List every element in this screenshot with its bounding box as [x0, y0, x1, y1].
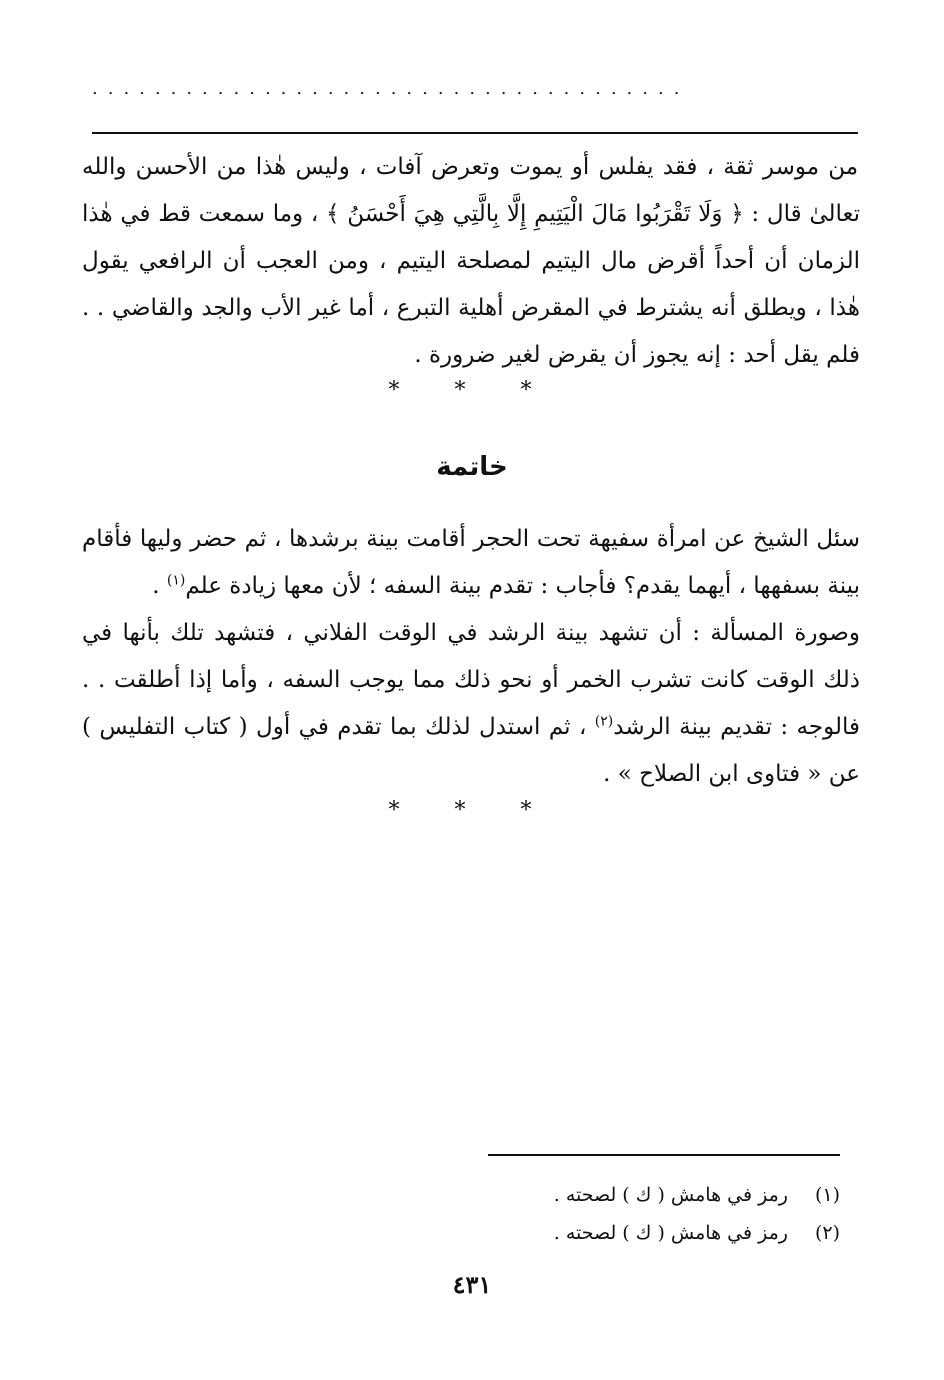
- footnote-item: [400, 1176, 840, 1214]
- footnote-number: (٢): [814, 1222, 840, 1244]
- footnote-item: [400, 1214, 840, 1252]
- section1-paragraph: [82, 144, 860, 379]
- header-dotted-line: ......................................: [92, 78, 690, 98]
- footnote-ref-1[interactable]: (١): [166, 572, 186, 589]
- footnote-text: رمز في هامش ( ك ) لصحته .: [553, 1184, 788, 1206]
- footnote-rule: [488, 1154, 840, 1156]
- section1-line: تعالىٰ قال : ﴿ وَلَا تَقْرَبُوا مَالَ الْيَتِيمِ إِلَّا بِالَّتِي هِيَ أَحْسَنُ ﴾ ، وما سمعت قط في هٰذا الزمان أن: [82, 201, 860, 274]
- khatima-text-end: .: [152, 573, 167, 599]
- page-number: ٤٣١: [452, 1270, 492, 1299]
- footnote-text: رمز في هامش ( ك ) لصحته .: [553, 1222, 788, 1244]
- header-rule: [92, 132, 858, 134]
- section-separator: * * *: [388, 378, 556, 403]
- section1-line: أحداً أقرض مال اليتيم لمصلحة اليتيم ، ومن العجب أن الرافعي يقول هٰذا ، ويطلق: [82, 248, 860, 321]
- section1-line: إنه يجوز أن يقرض لغير ضرورة .: [414, 342, 721, 368]
- khatima-paragraph-2: [82, 610, 860, 798]
- footnote-number: (١): [814, 1184, 840, 1206]
- section1-line: من موسر ثقة ، فقد يفلس أو يموت وتعرض آفات ، وليس هٰذا من الأحسن والله: [82, 154, 859, 180]
- section-separator: * * *: [388, 798, 556, 823]
- khatima-paragraph-1: [82, 516, 860, 610]
- khatima-text-end: ، ثم استدل لذلك بما تقدم في أول ( كتاب التفليس ) عن « فتاوى ابن الصلاح » .: [82, 714, 860, 787]
- khatima-heading: خاتمة: [436, 452, 508, 482]
- khatima-text: سئل الشيخ عن امرأة سفيهة تحت الحجر أقامت بينة برشدها ، ثم حضر وليها فأقام بينة بسفهها ، أيهما يقدم؟ فأجاب : تقدم بينة السفه ؛ لأن معها زيادة علم: [82, 526, 860, 599]
- footnote-ref-2[interactable]: (٢): [594, 713, 614, 730]
- footnotes: [400, 1176, 840, 1252]
- khatima-text: وصورة المسألة : أن تشهد بينة الرشد في الوقت الفلاني ، فتشهد تلك بأنها في ذلك الوقت كانت تشرب الخمر أو نحو ذلك مما يوجب السفه ، وأما إذا أطلقت . . فالوجه : تقديم بينة الرشد: [82, 620, 860, 740]
- section1-line: أنه يشترط في المقرض أهلية التبرع ، أما غير الأب والجد والقاضي . . فلم يقل أحد :: [82, 295, 860, 368]
